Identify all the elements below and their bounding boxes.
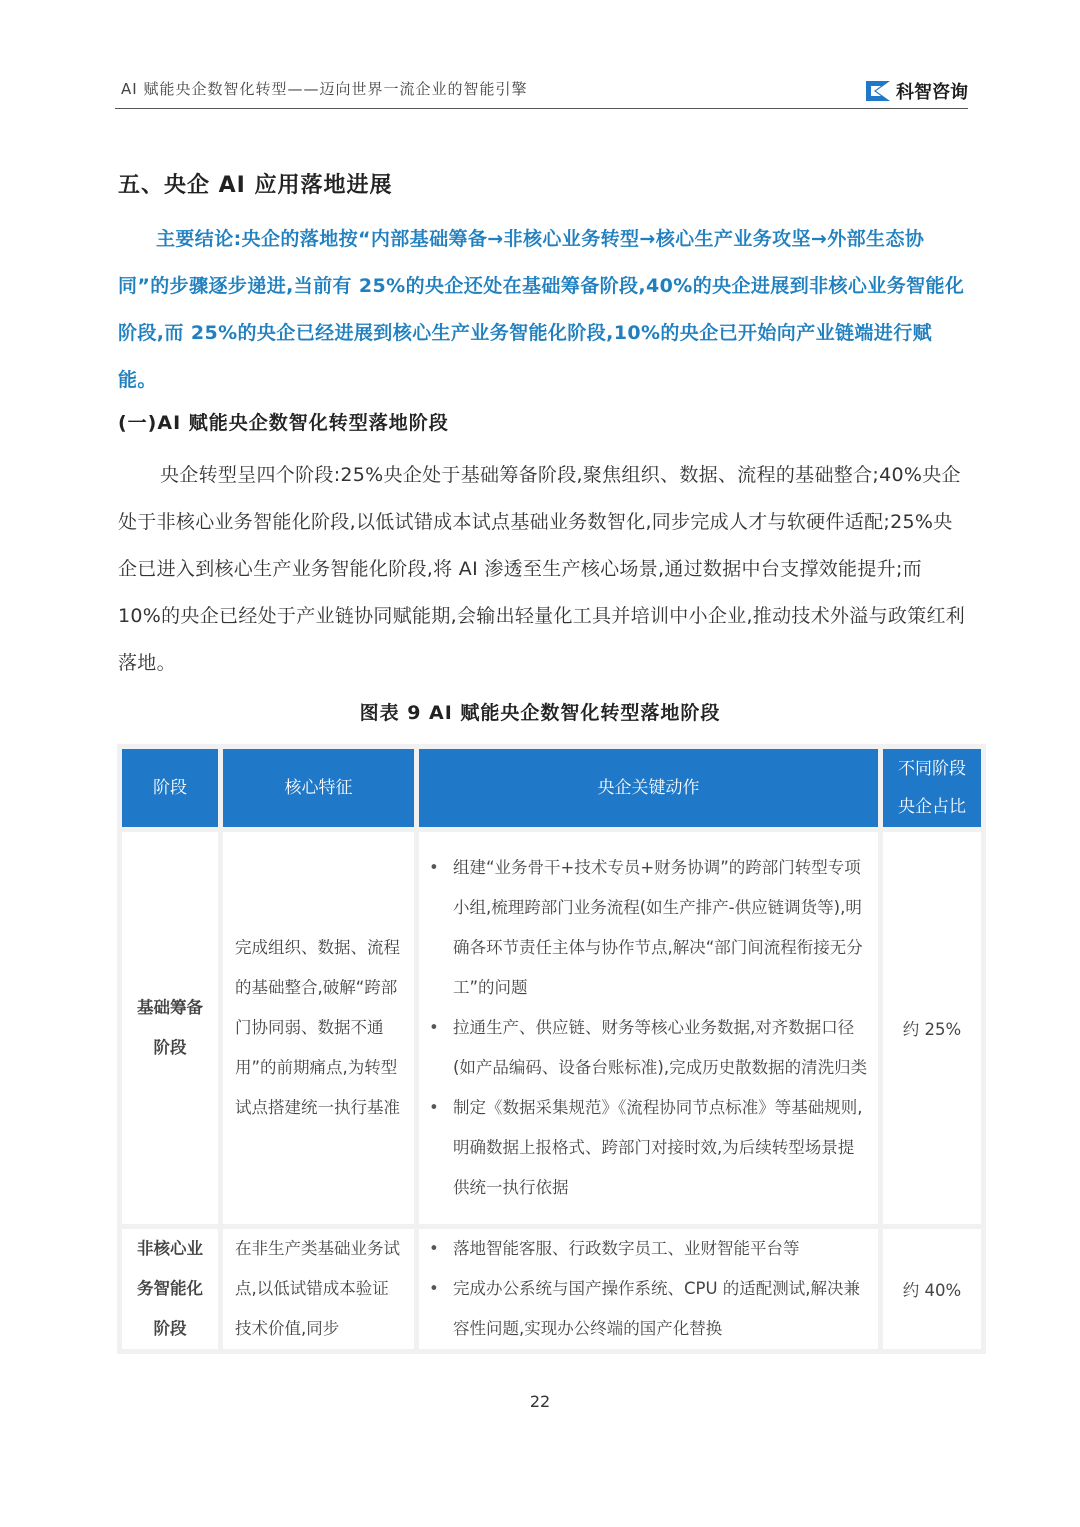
table-row [122, 1229, 981, 1349]
stages-table [117, 744, 986, 1354]
stage-label: 基础筹备阶段 [137, 998, 203, 1057]
header-stage: 阶段 [122, 749, 218, 827]
row-stage [122, 832, 218, 1224]
list-item: • 制定《数据采集规范》《流程协同节点标准》等基础规则,明确数据上报格式、跨部门对接时效,为后续转型场景提供统一执行依据 [429, 1088, 870, 1208]
header-feature: 核心特征 [223, 749, 414, 827]
actions-list [419, 848, 878, 1208]
header-share-line2: 央企占比 [898, 797, 966, 817]
row-share: 约 25% [883, 832, 981, 1224]
row-feature: 完成组织、数据、流程的基础整合,破解“跨部门协同弱、数据不通用”的前期痛点,为转型试点搭建统一执行基准 [223, 832, 414, 1224]
header-share-line1: 不同阶段 [898, 759, 966, 779]
header-actions: 央企关键动作 [419, 749, 878, 827]
list-item: • 落地智能客服、行政数字员工、业财智能平台等 [429, 1229, 870, 1269]
row-actions [419, 832, 878, 1224]
page-header [115, 74, 968, 109]
row-feature: 在非生产类基础业务试点,以低试错成本验证技术价值,同步 [223, 1229, 414, 1349]
row-actions [419, 1229, 878, 1349]
row-share: 约 40% [883, 1229, 981, 1349]
body-paragraph: 央企转型呈四个阶段:25%央企处于基础筹备阶段,聚焦组织、数据、流程的基础整合;40%央企处于非核心业务智能化阶段,以低试错成本试点基础业务数智化,同步完成人才与软硬件适配;25%央企已进入到核心生产业务智能化阶段,将 AI 渗透至生产核心场景,通过数据中台支撑效能提升;而 10%的央企已经处于产业链协同赋能期,会输出轻量化工具并培训中小企业,推动技术外溢与政策红利落地。 [118, 464, 966, 674]
row-stage [122, 1229, 218, 1349]
actions-list [419, 1229, 878, 1349]
main-conclusion: 主要结论:央企的落地按“内部基础筹备→非核心业务转型→核心生产业务攻坚→外部生态协同”的步骤逐步递进,当前有 25%的央企还处在基础筹备阶段,40%的央企进展到非核心业务智能化阶段,而 25%的央企已经进展到核心生产业务智能化阶段,10%的央企已开始向产业链端进行赋能。 [118, 228, 965, 391]
subsection-title: (一)AI 赋能央企数智化转型落地阶段 [118, 412, 449, 434]
logo [864, 78, 968, 104]
list-item: • 拉通生产、供应链、财务等核心业务数据,对齐数据口径(如产品编码、设备台账标准),完成历史散数据的清洗归类 [429, 1008, 870, 1088]
page-number: 22 [529, 1392, 551, 1411]
header-title: AI 赋能央企数智化转型——迈向世界一流企业的智能引擎 [121, 80, 528, 98]
section-title: 五、央企 AI 应用落地进展 [118, 173, 393, 198]
list-item: • 完成办公系统与国产操作系统、CPU 的适配测试,解决兼容性问题,实现办公终端的国产化替换 [429, 1269, 870, 1349]
figure-caption: 图表 9 AI 赋能央企数智化转型落地阶段 [359, 702, 721, 724]
logo-text: 科智咨询 [896, 82, 968, 103]
table-row [122, 832, 981, 1224]
list-item: • 组建“业务骨干+技术专员+财务协调”的跨部门转型专项小组,梳理跨部门业务流程(如生产排产-供应链调货等),明确各环节责任主体与协作节点,解决“部门间流程衔接无分工”的问题 [429, 848, 870, 1008]
logo-mark-icon [864, 79, 892, 103]
header-share [883, 749, 981, 827]
table-header-row [122, 749, 981, 827]
stage-label: 非核心业务智能化阶段 [137, 1239, 203, 1338]
